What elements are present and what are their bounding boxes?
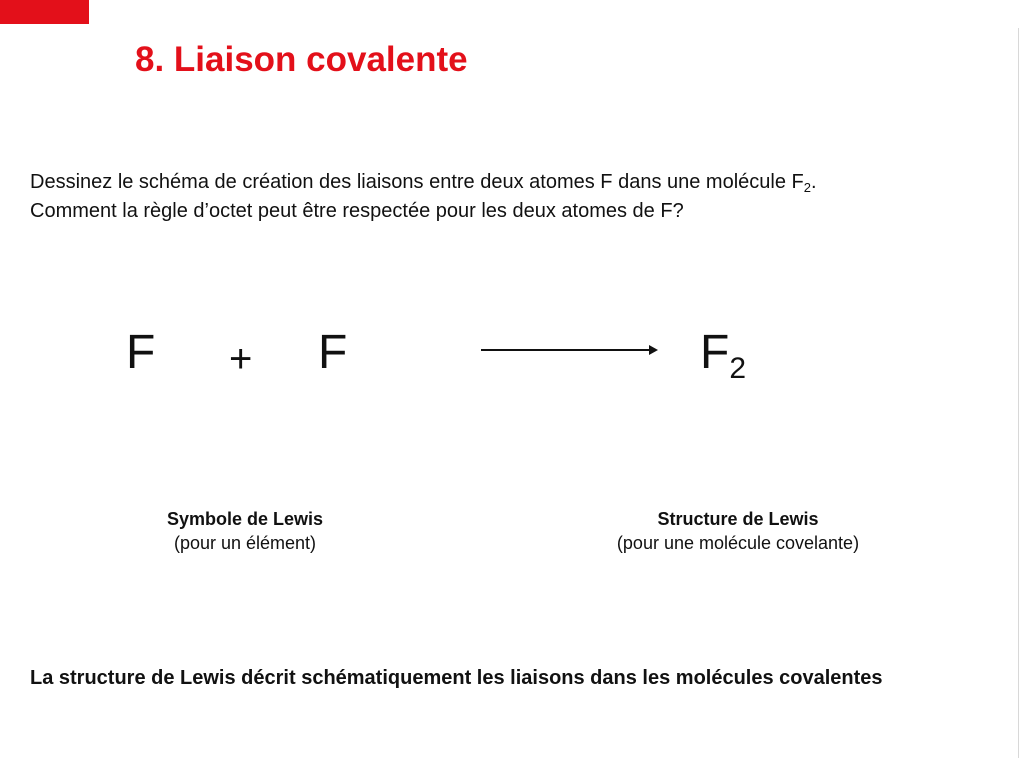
caption-lewis-symbol-title: Symbole de Lewis bbox=[166, 509, 324, 529]
reactant-1-symbol: F bbox=[126, 326, 156, 379]
slide-border-line bbox=[1018, 28, 1019, 758]
caption-lewis-symbol-subtitle: (pour un élément) bbox=[173, 533, 317, 553]
slide-title: 8. Liaison covalente bbox=[135, 40, 468, 79]
caption-lewis-symbol bbox=[130, 507, 360, 555]
question-line-1 bbox=[30, 168, 817, 197]
accent-bar bbox=[0, 0, 89, 24]
caption-lewis-structure-subtitle: (pour une molécule covelante) bbox=[616, 533, 860, 553]
question-text bbox=[30, 168, 817, 226]
caption-lewis-structure bbox=[588, 507, 888, 555]
reactant-2-symbol: F bbox=[318, 326, 348, 379]
conclusion-text: La structure de Lewis décrit schématiquement les liaisons dans les molécules covalentes bbox=[30, 667, 883, 689]
plus-sign: + bbox=[229, 337, 253, 381]
product-subscript: 2 bbox=[729, 352, 747, 385]
question-line-1-text: Dessinez le schéma de création des liaisons entre deux atomes F dans une molécule F bbox=[30, 171, 804, 193]
product-molecule bbox=[700, 325, 746, 397]
question-line-1-subscript: 2 bbox=[803, 180, 811, 195]
question-line-2: Comment la règle d’octet peut être respectée pour les deux atomes de F? bbox=[30, 200, 684, 222]
question-line-1-end: . bbox=[810, 171, 817, 193]
reaction-arrow-icon bbox=[481, 340, 661, 360]
product-symbol: F bbox=[700, 326, 730, 379]
caption-lewis-structure-title: Structure de Lewis bbox=[657, 509, 819, 529]
